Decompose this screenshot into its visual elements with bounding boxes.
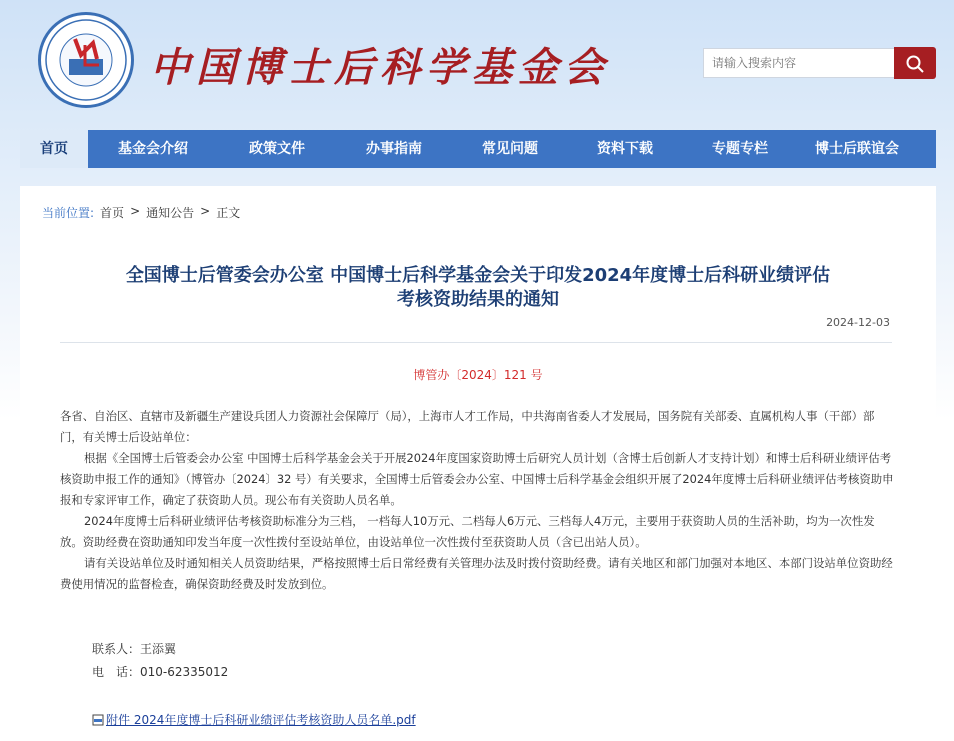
breadcrumb-item-home[interactable]: 首页 bbox=[100, 206, 125, 220]
search-button[interactable] bbox=[894, 47, 936, 79]
nav-item-topics[interactable]: 专题专栏 bbox=[712, 141, 768, 157]
nav-item-policy[interactable]: 政策文件 bbox=[249, 141, 305, 157]
logo-emblem-icon bbox=[41, 15, 131, 105]
breadcrumb-item-notices[interactable]: 通知公告 bbox=[146, 206, 195, 220]
attachment-link[interactable] bbox=[92, 711, 416, 728]
paragraph-addressees: 各省、自治区、直辖市及新疆生产建设兵团人力资源社会保障厅（局），上海市人才工作局，中共海南省委人才发展局，国务院有关部委、直属机构人事（干部）部门，有关博士后设站单位： bbox=[60, 409, 875, 444]
article-title-line2: 考核资助结果的通知 bbox=[397, 289, 559, 310]
nav-item-guide[interactable]: 办事指南 bbox=[366, 141, 422, 157]
paragraph-basis: 根据《全国博士后管委会办公室 中国博士后科学基金会关于开展2024年度国家资助博士后研究人员计划（含博士后创新人才支持计划）和博士后科研业绩评估考核资助申报工作的通知》（博管办〔2024〕32 号）有关要求，全国博士后管委会办公室、中国博士后科学基金会组织开展了2024年度博士后科研业绩评估考核资助申报和专家评审工作，确定了获资助人员。现公布有关资助人员名单。 bbox=[60, 451, 894, 507]
search-icon bbox=[905, 54, 925, 74]
nav-item-about[interactable]: 基金会介绍 bbox=[118, 141, 188, 157]
breadcrumb-item-current: 正文 bbox=[216, 206, 241, 220]
nav-item-alumni[interactable]: 博士后联谊会 bbox=[815, 141, 899, 157]
article-body bbox=[60, 406, 896, 595]
breadcrumb bbox=[42, 204, 240, 221]
search-input[interactable]: 请输入搜索内容 bbox=[703, 48, 895, 78]
breadcrumb-separator: > bbox=[200, 204, 211, 218]
article-date: 2024-12-03 bbox=[826, 316, 890, 329]
contact-phone: 电 话：010-62335012 bbox=[92, 665, 229, 679]
attachment-link-label[interactable]: 附件 2024年度博士后科研业绩评估考核资助人员名单.pdf bbox=[106, 713, 416, 727]
article-title-line1: 全国博士后管委会办公室 中国博士后科学基金会关于印发2024年度博士后科研业绩评估 bbox=[125, 265, 831, 286]
article-panel bbox=[20, 186, 936, 741]
document-number: 博管办〔2024〕121 号 bbox=[413, 368, 543, 382]
nav-item-faq[interactable]: 常见问题 bbox=[482, 141, 538, 157]
contact-info bbox=[92, 638, 228, 684]
site-logo[interactable] bbox=[38, 12, 134, 108]
nav-item-home[interactable]: 首页 bbox=[20, 130, 88, 168]
paragraph-requirements: 请有关设站单位及时通知相关人员资助结果，严格按照博士后日常经费有关管理办法及时拨付资助经费。请有关地区和部门加强对本地区、本部门设站单位资助经费使用情况的监督检查，确保资助经费及时发放到位。 bbox=[60, 556, 893, 591]
site-title: 中国博士后科学基金会 bbox=[150, 44, 610, 91]
site-header bbox=[0, 0, 954, 128]
article-title bbox=[60, 264, 896, 312]
paragraph-standards: 2024年度博士后科研业绩评估考核资助标准分为三档， 一档每人10万元、二档每人6万元、三档每人4万元，主要用于获资助人员的生活补助，均为一次性发放。资助经费在资助通知印发当年度一次性拨付至设站单位，由设站单位一次性拨付至获资助人员（含已出站人员）。 bbox=[60, 514, 875, 549]
nav-item-downloads[interactable]: 资料下载 bbox=[597, 141, 653, 157]
contact-person: 联系人：王添翼 bbox=[92, 642, 177, 656]
breadcrumb-label: 当前位置: bbox=[42, 206, 95, 220]
pdf-file-icon bbox=[92, 714, 104, 726]
title-divider bbox=[60, 342, 892, 343]
main-nav bbox=[20, 130, 936, 168]
breadcrumb-separator: > bbox=[130, 204, 141, 218]
